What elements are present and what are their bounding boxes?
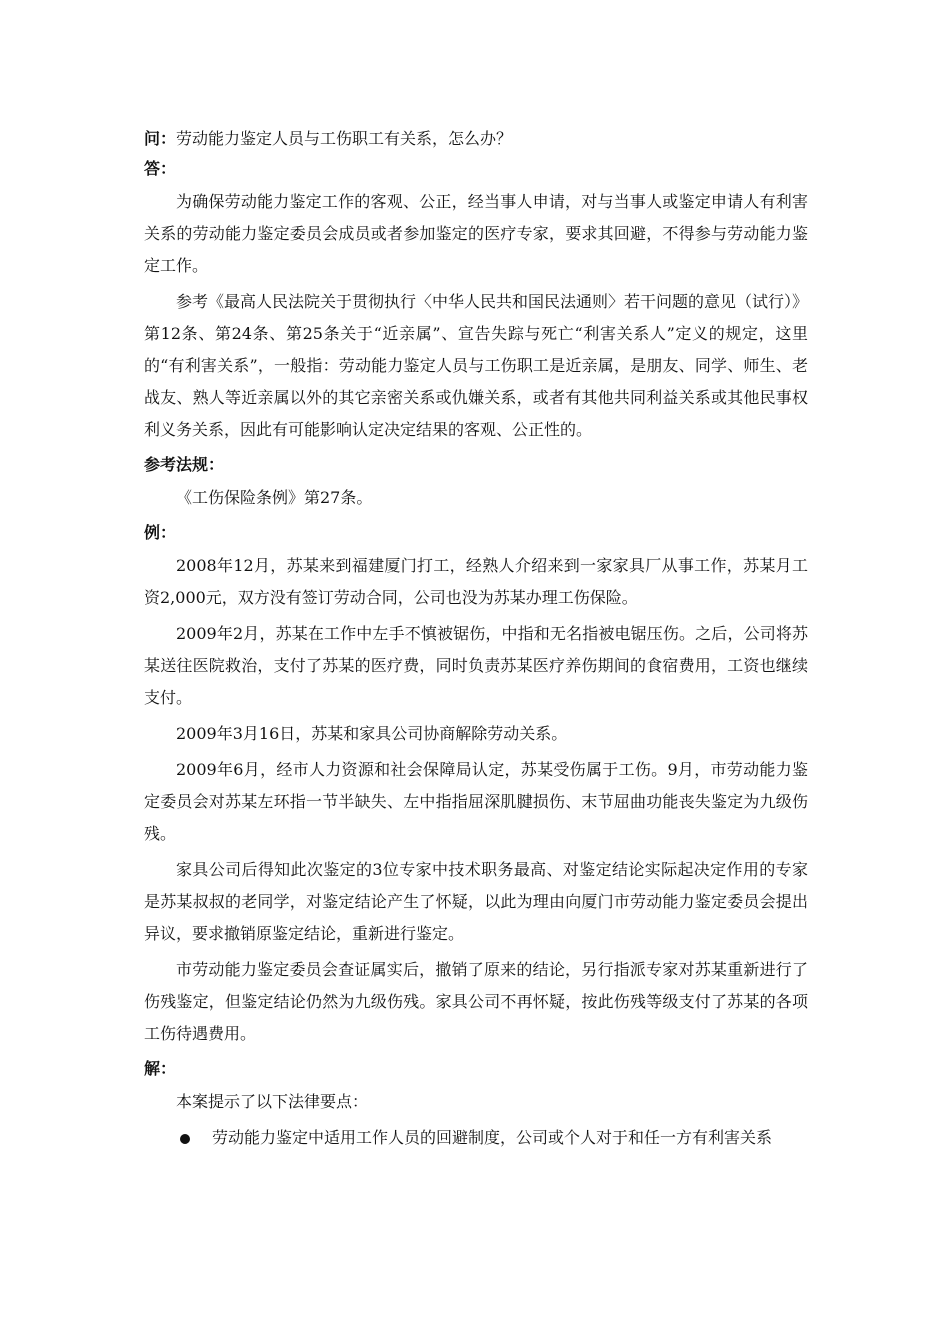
solution-label: 解： — [144, 1059, 177, 1078]
answer-paragraph: 为确保劳动能力鉴定工作的客观、公正，经当事人申请，对与当事人或鉴定申请人有利害关系的劳动能力鉴定委员会成员或者参加鉴定的医疗专家，要求其回避，不得参与劳动能力鉴定工作。 — [144, 192, 808, 275]
answer-label: 答： — [144, 159, 177, 178]
example-paragraph: 2009年6月，经市人力资源和社会保障局认定，苏某受伤属于工伤。9月，市劳动能力鉴定委员会对苏某左环指一节半缺失、左中指指屈深肌腱损伤、末节屈曲功能丧失鉴定为九级伤残。 — [144, 760, 808, 843]
reference-label: 参考法规： — [144, 455, 225, 474]
reference-text: 《工伤保险条例》第27条。 — [176, 488, 373, 507]
example-paragraph: 2008年12月，苏某来到福建厦门打工，经熟人介绍来到一家家具厂从事工作，苏某月工资2,000元，双方没有签订劳动合同，公司也没为苏某办理工伤保险。 — [144, 556, 808, 607]
bullet-dot-icon — [180, 1134, 190, 1144]
question-line — [144, 124, 808, 154]
example-paragraph: 2009年2月，苏某在工作中左手不慎被锯伤，中指和无名指被电锯压伤。之后，公司将苏某送往医院救治，支付了苏某的医疗费，同时负责苏某医疗养伤期间的食宿费用，工资也继续支付。 — [144, 624, 808, 707]
solution-bullet — [144, 1122, 808, 1154]
example-paragraph: 家具公司后得知此次鉴定的3位专家中技术职务最高、对鉴定结论实际起决定作用的专家是苏某叔叔的老同学，对鉴定结论产生了怀疑，以此为理由向厦门市劳动能力鉴定委员会提出异议，要求撤销原鉴定结论，重新进行鉴定。 — [144, 860, 808, 943]
example-paragraph: 2009年3月16日，苏某和家具公司协商解除劳动关系。 — [176, 724, 568, 743]
question-text: 劳动能力鉴定人员与工伤职工有关系，怎么办？ — [176, 129, 513, 148]
question-label: 问： — [144, 129, 177, 148]
document-page — [144, 124, 808, 1154]
solution-intro: 本案提示了以下法律要点： — [176, 1092, 369, 1111]
solution-bullet-text: 劳动能力鉴定中适用工作人员的回避制度，公司或个人对于和任一方有利害关系 — [212, 1128, 773, 1147]
answer-paragraph: 参考《最高人民法院关于贯彻执行〈中华人民共和国民法通则〉若干问题的意见（试行）》第12条、第24条、第25条关于“近亲属”、宣告失踪与死亡“利害关系人”定义的规定，这里的“有利害关系”，一般指：劳动能力鉴定人员与工伤职工是近亲属，是朋友、同学、师生、老战友、熟人等近亲属以外的其它亲密关系或仇嫌关系，或者有其他共同利益关系或其他民事权利义务关系，因此有可能影响认定决定结果的客观、公正性的。 — [144, 292, 809, 439]
example-paragraph: 市劳动能力鉴定委员会查证属实后，撤销了原来的结论，另行指派专家对苏某重新进行了伤残鉴定，但鉴定结论仍然为九级伤残。家具公司不再怀疑，按此伤残等级支付了苏某的各项工伤待遇费用。 — [144, 960, 808, 1043]
example-label: 例： — [144, 523, 177, 542]
